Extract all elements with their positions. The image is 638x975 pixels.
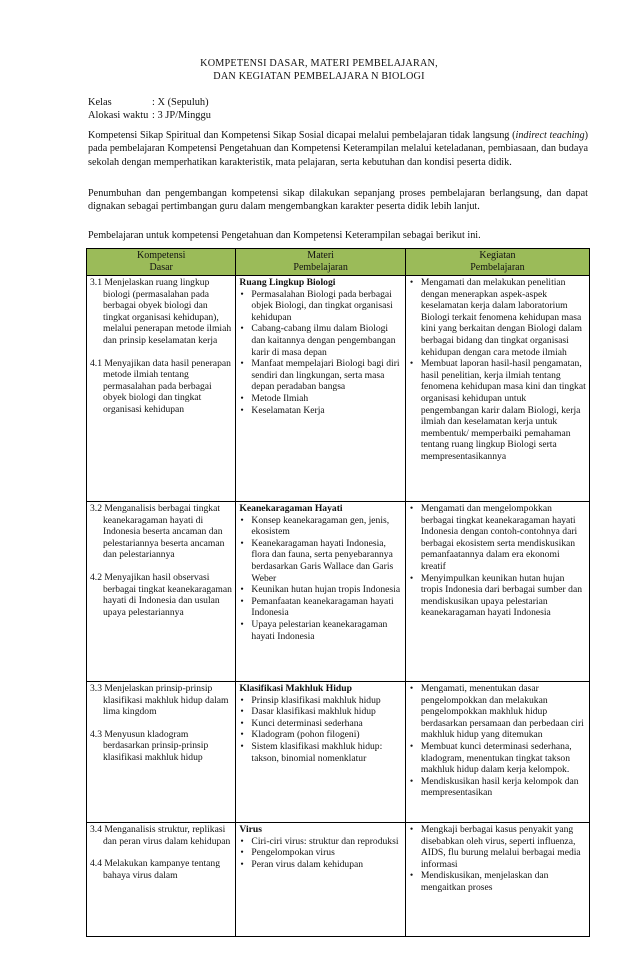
list-item: • Dasar klasifikasi makhluk hidup — [239, 706, 401, 718]
kegiatan-cell — [405, 682, 589, 823]
header-kompetensi-line1: Kompetensi — [137, 250, 186, 261]
header-materi-line1: Materi — [307, 250, 334, 261]
table-row — [87, 502, 590, 682]
list-item: • Peran virus dalam kehidupan — [239, 859, 401, 871]
kd-item: 4.2 Menyajikan hasil observasi berbagai tingkat keanekaragaman hayati di Indonesia dan usulan upaya pelestariannya — [90, 571, 232, 618]
list-item: • Keanekaragaman hayati Indonesia, flora dan fauna, serta penyebarannya berdasarkan Garis Wallace dan Garis Weber — [239, 538, 401, 584]
kegiatan-cell — [405, 502, 589, 682]
materi-list — [239, 836, 401, 871]
kegiatan-list — [409, 503, 586, 619]
title-line-2: DAN KEGIATAN PEMBELAJARA N BIOLOGI — [213, 71, 425, 82]
table-header-row — [87, 249, 590, 276]
paragraph-penumbuhan: Penumbuhan dan pengembangan kompetensi sikap dilakukan sepanjang proses pembelajaran berlangsung, dan dapat dignakan sebagai pertimbangan guru dalam mengembangkan karakter peserta didik lebih lanjut. — [88, 188, 588, 213]
kd-item: 4.4 Melakukan kampanye tentang bahaya virus dalam — [90, 858, 221, 881]
kd-item: 3.4 Menganalisis struktur, replikasi dan peran virus dalam kehidupan — [90, 824, 231, 847]
p1-italic: indirect teaching — [515, 130, 585, 141]
materi-title: Keanekaragaman Hayati — [239, 503, 343, 514]
materi-title: Virus — [239, 824, 262, 835]
list-item: • Kladogram (pohon filogeni) — [239, 729, 401, 741]
class-info — [88, 96, 211, 122]
list-item: • Upaya pelestarian keanekaragaman hayati Indonesia — [239, 619, 401, 642]
alokasi-label: Alokasi waktu — [88, 110, 149, 121]
kd-item: 3.3 Menjelaskan prinsip-prinsip klasifikasi makhluk hidup dalam lima kingdom — [90, 683, 229, 718]
list-item: • Keselamatan Kerja — [239, 405, 401, 417]
list-item: • Mengamati dan melakukan penelitian dengan menerapkan aspek-aspek keselamatan kerja dalam laboratorium Biologi terkait fenomena kehidupan masa kini yang berkaitan dengan Biologi dalam berbagai bidang dan tingkat organisasi kehidupan dengan cara metode ilmiah — [409, 277, 586, 358]
kd-item: 3.2 Menganalisis berbagai tingkat keanekaragaman hayati di Indonesia beserta ancaman dan pelestariannya beserta ancaman dan pelestariannya — [90, 503, 225, 561]
list-item: • Mendiskusikan, menjelaskan dan mengaitkan proses — [409, 870, 586, 893]
kd-item: 4.1 Menyajikan data hasil penerapan metode ilmiah tentang permasalahan pada berbagai obyek biologi dan tingkat organisasi kehidupan — [90, 357, 231, 415]
alokasi-value: : 3 JP/Minggu — [152, 110, 211, 121]
list-item: • Permasalahan Biologi pada berbagai objek Biologi, dan tingkat organisasi kehidupan — [239, 289, 401, 324]
materi-cell — [236, 276, 405, 502]
table-row — [87, 682, 590, 823]
title-line-1: KOMPETENSI DASAR, MATERI PEMBELAJARAN, — [200, 58, 438, 69]
header-kompetensi-line2: Dasar — [149, 262, 173, 273]
paragraph-sikap — [88, 129, 588, 169]
materi-title: Klasifikasi Makhluk Hidup — [239, 683, 352, 694]
list-item: • Sistem klasifikasi makhluk hidup: takson, binomial nomenklatur — [239, 741, 401, 764]
list-item: • Mengamati dan mengelompokkan berbagai tingkat keanekaragaman hayati Indonesia dengan contoh-contohnya dari berbagai ekosistem serta mendiskusikan pemanfaatannya dalam era ekonomi kreatif — [409, 503, 586, 573]
list-item: • Ciri-ciri virus: struktur dan reproduksi — [239, 836, 401, 848]
materi-list — [239, 289, 401, 417]
kegiatan-list — [409, 683, 586, 799]
list-item: • Mengkaji berbagai kasus penyakit yang disebabkan oleh virus, seperti influenza, AIDS, flu burung melalui berbagai media informasi — [409, 824, 586, 870]
header-materi-line2: Pembelajaran — [293, 262, 348, 273]
list-item: • Cabang-cabang ilmu dalam Biologi dan kaitannya dengan pengembangan karir di masa depan — [239, 323, 401, 358]
header-kompetensi — [87, 249, 236, 276]
p1-text-b: ) pada pembelajaran Kompetensi Pengetahuan dan Kompetensi Keterampilan melalui keteladanan, pembiasaan, dan budaya sekolah dengan memperhatikan karakteristik, mata pelajaran, serta kebutuhan dan kondisi peserta didik. — [88, 130, 588, 168]
list-item: • Manfaat mempelajari Biologi bagi diri sendiri dan lingkungan, serta masa depan peradaban bangsa — [239, 358, 401, 393]
list-item: • Prinsip klasifikasi makhluk hidup — [239, 695, 401, 707]
table-row — [87, 276, 590, 502]
curriculum-table — [86, 248, 590, 937]
kegiatan-list — [409, 824, 586, 894]
paragraph-pembelajaran: Pembelajaran untuk kompetensi Pengetahuan dan Kompetensi Keterampilan sebagai berikut ini. — [88, 230, 481, 241]
list-item: • Metode Ilmiah — [239, 393, 401, 405]
materi-cell — [236, 823, 405, 937]
header-kegiatan-line1: Kegiatan — [479, 250, 516, 261]
kegiatan-list — [409, 277, 586, 463]
kelas-value: : X (Sepuluh) — [152, 97, 209, 108]
list-item: • Kunci determinasi sederhana — [239, 718, 401, 730]
list-item: • Konsep keanekaragaman gen, jenis, ekosistem — [239, 515, 401, 538]
kelas-row — [88, 96, 211, 109]
materi-title: Ruang Lingkup Biologi — [239, 277, 336, 288]
p1-text-a: Kompetensi Sikap Spiritual dan Kompetensi Sikap Sosial dicapai melalui pembelajaran tidak langsung ( — [88, 130, 516, 141]
kegiatan-cell — [405, 276, 589, 502]
alokasi-row — [88, 109, 211, 122]
kd-cell — [87, 823, 236, 937]
list-item: • Membuat kunci determinasi sederhana, kladogram, menentukan tingkat takson makhluk hidup dalam kerja kelompok. — [409, 741, 586, 776]
list-item: • Mengamati, menentukan dasar pengelompokkan dan melakukan pengelompokkan makhluk hidup berdasarkan persamaan dan perbedaan ciri makhluk hidup yang ditemukan — [409, 683, 586, 741]
materi-list — [239, 695, 401, 765]
materi-cell — [236, 502, 405, 682]
list-item: • Pengelompokan virus — [239, 847, 401, 859]
kelas-label: Kelas — [88, 97, 112, 108]
header-kegiatan-line2: Pembelajaran — [470, 262, 525, 273]
materi-cell — [236, 682, 405, 823]
header-materi — [236, 249, 405, 276]
materi-list — [239, 515, 401, 643]
kd-item: 3.1 Menjelaskan ruang lingkup biologi (permasalahan pada berbagai obyek biologi dan tingkat organisasi kehidupan), melalui penerapan metode ilmiah dan prinsip keselamatan kerja — [90, 277, 232, 346]
kegiatan-cell — [405, 823, 589, 937]
kd-cell — [87, 276, 236, 502]
kd-cell — [87, 682, 236, 823]
header-kegiatan — [405, 249, 589, 276]
list-item: • Keunikan hutan hujan tropis Indonesia — [239, 584, 401, 596]
list-item: • Pemanfaatan keanekaragaman hayati Indonesia — [239, 596, 401, 619]
kd-item: 4.3 Menyusun kladogram berdasarkan prinsip-prinsip klasifikasi makhluk hidup — [90, 728, 209, 763]
table-row — [87, 823, 590, 937]
list-item: • Mendiskusikan hasil kerja kelompok dan mempresentasikan — [409, 776, 586, 799]
list-item: • Menyimpulkan keunikan hutan hujan tropis Indonesia dari berbagai sumber dan mendiskusikan upaya pelestarian keanekaragaman hayati Indonesia — [409, 573, 586, 619]
list-item: • Membuat laporan hasil-hasil pengamatan, hasil penelitian, kerja ilmiah tentang fenomena kehidupan masa kini dan tingkat organisasi kehidupan untuk pengembangan karir dalam Biologi, kerja ilmiah dan keselamatan kerja untuk membentuk/ memperbaiki pemahaman tentang ruang lingkup Biologi serta mempresentasikannya — [409, 358, 586, 462]
document-title — [0, 57, 638, 83]
kd-cell — [87, 502, 236, 682]
